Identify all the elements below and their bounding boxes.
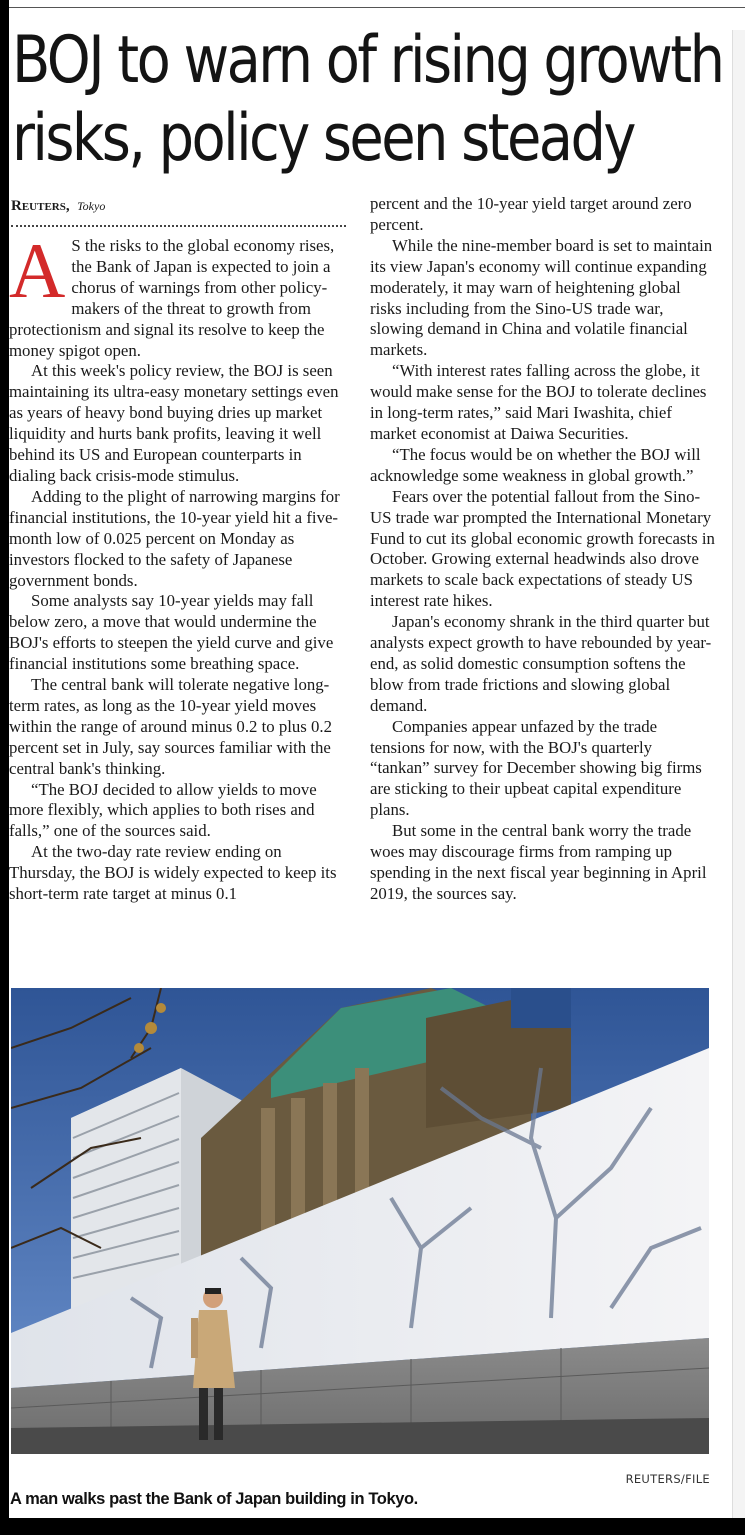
body-paragraph: Fears over the potential fallout from the Sino-US trade war prompted the International Monetary Fund to cut its global economic growth forecasts in October. Growing external headwinds also drove markets to scale back expectations of steady US interest rate hikes. bbox=[370, 486, 715, 611]
page-border-left bbox=[0, 0, 9, 1535]
byline-agency: Reuters, bbox=[11, 198, 70, 214]
byline-dateline: Tokyo bbox=[77, 199, 106, 213]
body-paragraph: “The focus would be on whether the BOJ will acknowledge some weakness in global growth.” bbox=[370, 444, 701, 485]
photo-credit: REUTERS/FILE bbox=[625, 1472, 710, 1486]
news-photo bbox=[11, 988, 709, 1454]
photo-caption: A man walks past the Bank of Japan building in Tokyo. bbox=[10, 1490, 418, 1508]
article-column-left bbox=[9, 227, 351, 905]
lead-text: S the risks to the global economy rises, the Bank of Japan is expected to join a chorus of warnings from other policy-makers of the threat to growth from protectionism and signal its resolve to keep the money spigot open. bbox=[9, 236, 335, 360]
body-paragraph: While the nine-member board is set to maintain its view Japan's economy will continue expanding moderately, it may warn of heightening global risks including from the Sino-US trade war, slowing demand in China and volatile financial markets. bbox=[370, 235, 713, 360]
body-paragraph: Japan's economy shrank in the third quarter but analysts expect growth to have rebounded by year-end, as solid domestic consumption softens the blow from trade frictions and slowing global demand. bbox=[370, 612, 712, 715]
body-paragraph: “The BOJ decided to allow yields to move more flexibly, which applies to both rises and falls,” one of the sources said. bbox=[9, 779, 317, 841]
headline bbox=[12, 22, 723, 178]
body-paragraph: “With interest rates falling across the globe, it would make sense for the BOJ to tolerate declines in long-term rates,” said Mari Iwashita, chief market economist at Daiwa Securities. bbox=[370, 361, 707, 443]
byline bbox=[11, 197, 346, 216]
lead-paragraph bbox=[9, 227, 351, 361]
body-paragraph: At this week's policy review, the BOJ is seen maintaining its ultra-easy monetary settings even as years of heavy bond buying dries up market liquidity and hurts bank profits, leaving it well behind its US and European counterparts in dialing back crisis-mode stimulus. bbox=[9, 361, 339, 485]
continued-paragraph: percent and the 10-year yield target around zero percent. bbox=[370, 194, 692, 234]
body-paragraph: At the two-day rate review ending on Thursday, the BOJ is widely expected to keep its short-term rate target at minus 0.1 bbox=[9, 842, 337, 904]
page-border-bottom bbox=[0, 1518, 745, 1535]
headline-line-2: risks, policy seen steady bbox=[12, 101, 634, 176]
body-paragraph: Adding to the plight of narrowing margins for financial institutions, the 10-year yield hit a five-month low of 0.025 percent on Monday as investors flocked to the safety of Japanese government bonds. bbox=[9, 486, 340, 590]
adjacent-page-edge bbox=[732, 30, 745, 1518]
article-column-right bbox=[370, 194, 715, 905]
body-paragraph: The central bank will tolerate negative long-term rates, as long as the 10-year yield moves within the range of around minus 0.2 to plus 0.2 percent set in July, say sources familiar with the central bank's thinking. bbox=[9, 675, 332, 778]
headline-line-1: BOJ to warn of rising growth bbox=[12, 23, 723, 98]
page-border-top bbox=[9, 7, 745, 8]
photo-illustration bbox=[11, 988, 709, 1454]
body-paragraph: But some in the central bank worry the trade woes may discourage firms from ramping up spending in the next fiscal year beginning in April 2019, the sources say. bbox=[370, 821, 707, 903]
drop-cap: A bbox=[9, 227, 66, 314]
body-paragraph: Companies appear unfazed by the trade tensions for now, with the BOJ's quarterly “tankan” survey for December showing big firms are sticking to their upbeat capital expenditure plans. bbox=[370, 716, 702, 820]
body-paragraph: Some analysts say 10-year yields may fall below zero, a move that would undermine the BOJ's efforts to steepen the yield curve and give financial institutions some breathing space. bbox=[9, 591, 334, 674]
